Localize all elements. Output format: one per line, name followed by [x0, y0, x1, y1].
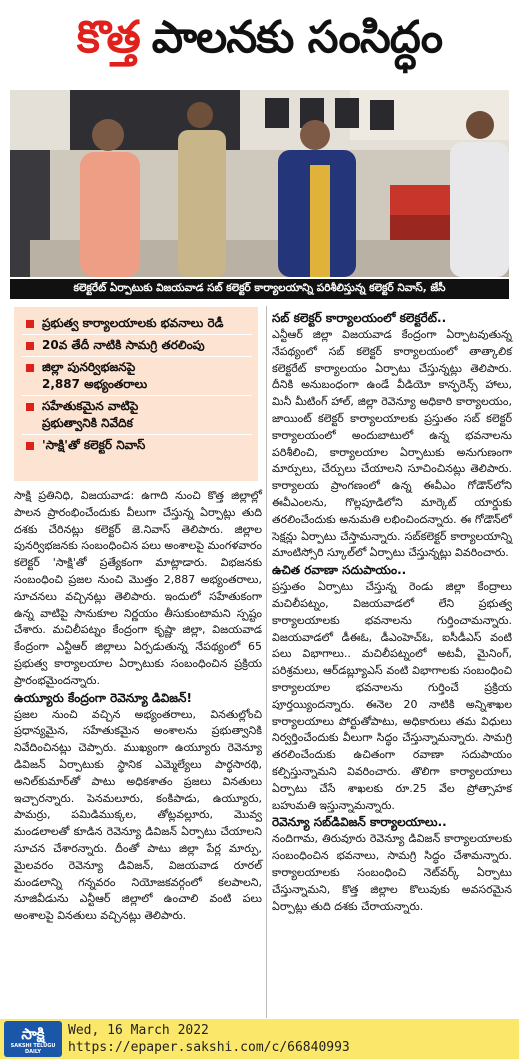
footer-bar: [0, 1019, 519, 1059]
highlight-text: 20వ తేదీ నాటికి సామగ్రి తరలింపు: [42, 338, 205, 352]
epaper-link[interactable]: https://epaper.sakshi.com/c/66840993: [68, 1040, 350, 1055]
highlight-text: జిల్లా పునర్విభజనపై: [42, 360, 136, 374]
highlight-text: 2,887 అభ్యంతరాలు: [42, 377, 148, 391]
highlight-item: [22, 396, 252, 435]
subheading: ఉచిత రవాణా సదుపాయం..: [272, 563, 407, 578]
headline: [0, 0, 519, 86]
highlight-text: సహేతుకమైన వాటిపై: [42, 399, 139, 413]
subheading: ఉయ్యూరు కేంద్రంగా రెవెన్యూ డివిజన్!: [14, 690, 192, 705]
article-left-column: [14, 488, 262, 925]
highlight-text: 'సాక్షి'తో కలెక్టర్ నివాస్: [42, 438, 146, 452]
highlight-item: [22, 357, 252, 396]
sakshi-logo: [4, 1021, 62, 1057]
news-photo: [10, 90, 509, 277]
highlights-box: [14, 307, 258, 481]
bullet-icon: [26, 403, 34, 411]
article-paragraph: సాక్షి ప్రతినిధి, విజయవాడ: ఉగాది నుంచి కొత్త జిల్లాల్లో పాలన ప్రారంభించేందుకు వీలుగా చేస్తున్న ఏర్పాట్లు తుది దశకు చేరినట్లు కలెక్టర్ జె.నివాస్ తెలిపారు. జిల్లాల పునర్విభజనకు సంబంధించిన పలు అంశాలపై మంగళవారం కలెక్టర్ 'సాక్షి'తో ప్రత్యేకంగా మాట్లాడారు. విభజనకు సంబంధించి ప్రజల నుంచి మొత్తం 2,887 అభ్యంతరాలు, సూచనలు వచ్చినట్లు తెలిపారు. ఇందులో సహేతుకంగా ఉన్న వాటిపై సానుకూల నిర్ణయం తీసుకుంటామని స్పష్టం చేశారు. మచిలీపట్నం కేంద్రంగా కృష్ణా జిల్లా, విజయవాడ కేంద్రంగా ఎన్టీఆర్ జిల్లాలు ఏర్పడుతున్న నేపథ్యంలో 65 ప్రభుత్వ కార్యాలయాల ఏర్పాటుకు సంబంధించిన ప్రక్రియ ప్రారంభమైందన్నారు.: [14, 489, 262, 687]
logo-subtext: SAKSHI TELUGU DAILY: [10, 1043, 56, 1055]
bullet-icon: [26, 442, 34, 450]
article-paragraph: ప్రజల నుంచి వచ్చిన అభ్యంతరాలు, వినతుల్లోంచి ప్రధాన్యమైన, సహేతుకమైన అంశాలను ప్రభుత్వానికి నివేదించినట్లు చెప్పారు. ముఖ్యంగా ఉయ్యూరు రెవెన్యూ డివిజన్ ఏర్పాటుకు స్థానిక ఎమ్మెల్యేలు పార్థసారథి, అనిల్‌కుమార్‌తో పాటు అధికశాతం ప్రజలు వినతులు ఇచ్చారన్నారు. పెనమలూరు, కంకిపాడు, ఉయ్యూరు, పామర్రు, పమిడిముక్కల, తోట్లవల్లూరు, మొవ్వ మండలాలతో కూడిన రెవెన్యూ డివిజన్ ఏర్పాటు చేయాలని సూచన చేశారన్నారు. దీంతో పాటు జిల్లా పేర్ల మార్పు, మైలవరం రెవెన్యూ డివిజన్, విజయవాడ రూరల్ మండలాన్ని గన్నవరం నియోజకవర్గంలో కలపాలని, నూజివీడును ఎన్టీఆర్ జిల్లాలో ఉంచాలి వంటి పలు అంశాలపై వినతులు వచ్చినట్లు తెలిపారు.: [14, 707, 262, 923]
bullet-icon: [26, 342, 34, 350]
column-divider: [266, 306, 267, 1018]
article-paragraph: ప్రస్తుతం ఏర్పాటు చేస్తున్న రెండు జిల్లా కేంద్రాలు మచిలీపట్నం, విజయవాడలో లేని ప్రభుత్వ కార్యాలయాలకు భవనాలను గుర్తించామన్నారు. విజయవాడలో డీఈఓ, డీఎంహెచ్ఓ, ఐసీడీఎస్ వంటి పలు విభాగాలు.. మచిలీపట్నంలో అటవీ, మైనింగ్, పరిశ్రమలు, ఆర్‌డబ్ల్యూఎస్ వంటి విభాగాలకు సంబంధించి కార్యాలయాల భవనాలను గుర్తించే ప్రక్రియ పూర్తయ్యిందన్నారు. ఈనెల 20 నాటికి అన్నిశాఖల కార్యాలయాలు పోర్టుతోపాటు, అధికారులు తమ విధులు నిర్వర్తించేందుకు వీలుగా సిద్ధం చేస్తున్నామన్నారు. సామగ్రి తరలించేందుకు ఉచితంగా రవాణా సదుపాయం కల్పిస్తున్నామని వివరించారు. తొలిగా కార్యాలయాలు ఏర్పాటు చేసే శాఖలకు రూ.25 వేల ప్రోత్సాహక బహుమతి ఇస్తున్నామన్నారు.: [272, 580, 512, 812]
edition-date: Wed, 16 March 2022: [68, 1023, 209, 1038]
logo-text: సాక్షి: [21, 1025, 45, 1043]
bullet-icon: [26, 320, 34, 328]
headline-part1: కొత్త: [76, 12, 140, 63]
news-photo-illustration: [10, 90, 509, 277]
bullet-icon: [26, 364, 34, 372]
article-paragraph: ఎన్టీఆర్ జిల్లా విజయవాడ కేంద్రంగా ఏర్పాటవుతున్న నేపథ్యంలో సబ్ కలెక్టర్ కార్యాలయంలో తాత్కాలిక కలెక్టరేట్ కార్యాలయం ఏర్పాటు చేస్తున్నట్లు తెలిపారు. దీనికి అనుబంధంగా ఉండే వీడియో కాన్ఫరెన్స్ హాలు, మినీ మీటింగ్ హాల్, జిల్లా రెవెన్యూ అధికారి కార్యాలయం, జాయింట్ కలెక్టర్ కార్యాలయాలకు ప్రస్తుతం సబ్ కలెక్టర్ కార్యాలయంలో అందుబాటులో ఉన్న భవనాలను పరిశీలించి, కార్యాలయాల ఏర్పాటుకు అనుగుణంగా మార్పులు, చేర్పులు చేయాలని సూచించినట్లు తెలిపారు. కార్యాలయ ప్రాంగణంలో ఉన్న ఈవీఎం గోడౌన్‌లోని ఈవీఎంలను, గొల్లపూడిలోని మార్కెట్ యార్డుకు తరలించేందుకు అనుమతి లభించిందన్నారు. ఈ గోడౌన్‌లో సెక్షన్లు ఏర్పాటు చేస్తామన్నారు. సబ్‌కలెక్టర్ కార్యాలయాన్ని మాంటిస్సోరి స్కూల్‌లో ఏర్పాటు చేస్తున్నట్లు వివరించారు.: [272, 328, 512, 560]
headline-part2: పాలనకు సంసిద్ధం: [151, 12, 443, 63]
subheading: రెవెన్యూ సబ్‌డివిజన్ కార్యాలయాలు..: [272, 815, 447, 830]
highlight-item: [22, 313, 252, 335]
photo-caption: కలెక్టరేట్ ఏర్పాటుకు విజయవాడ సబ్ కలెక్టర్ కార్యాలయాన్ని పరిశీలిస్తున్న కలెక్టర్ నివాస్, జేసీ: [10, 279, 509, 299]
highlight-item: [22, 435, 252, 456]
highlight-text: ప్రభుత్వానికి నివేదిక: [42, 416, 133, 430]
subheading: సబ్ కలెక్టర్ కార్యాలయంలో కలెక్టరేట్..: [272, 311, 447, 325]
highlight-item: [22, 335, 252, 357]
article-right-column: [272, 310, 512, 915]
article-paragraph: నందిగామ, తిరువూరు రెవెన్యూ డివిజన్ కార్యాలయాలకు సంబంధించిన భవనాలు, సామగ్రి సిద్ధం చేశామన్నారు. కార్యాలయాలకు సంబంధించి నెట్‌వర్క్ ఏర్పాటు చేస్తున్నామని, కొత్త జిల్లాల కొలువుకు అవసరమైన ఏర్పాట్లు తుది దశకు చేరాయన్నారు.: [272, 832, 512, 913]
highlight-text: ప్రభుత్వ కార్యాలయాలకు భవనాలు రెడీ: [42, 316, 224, 330]
